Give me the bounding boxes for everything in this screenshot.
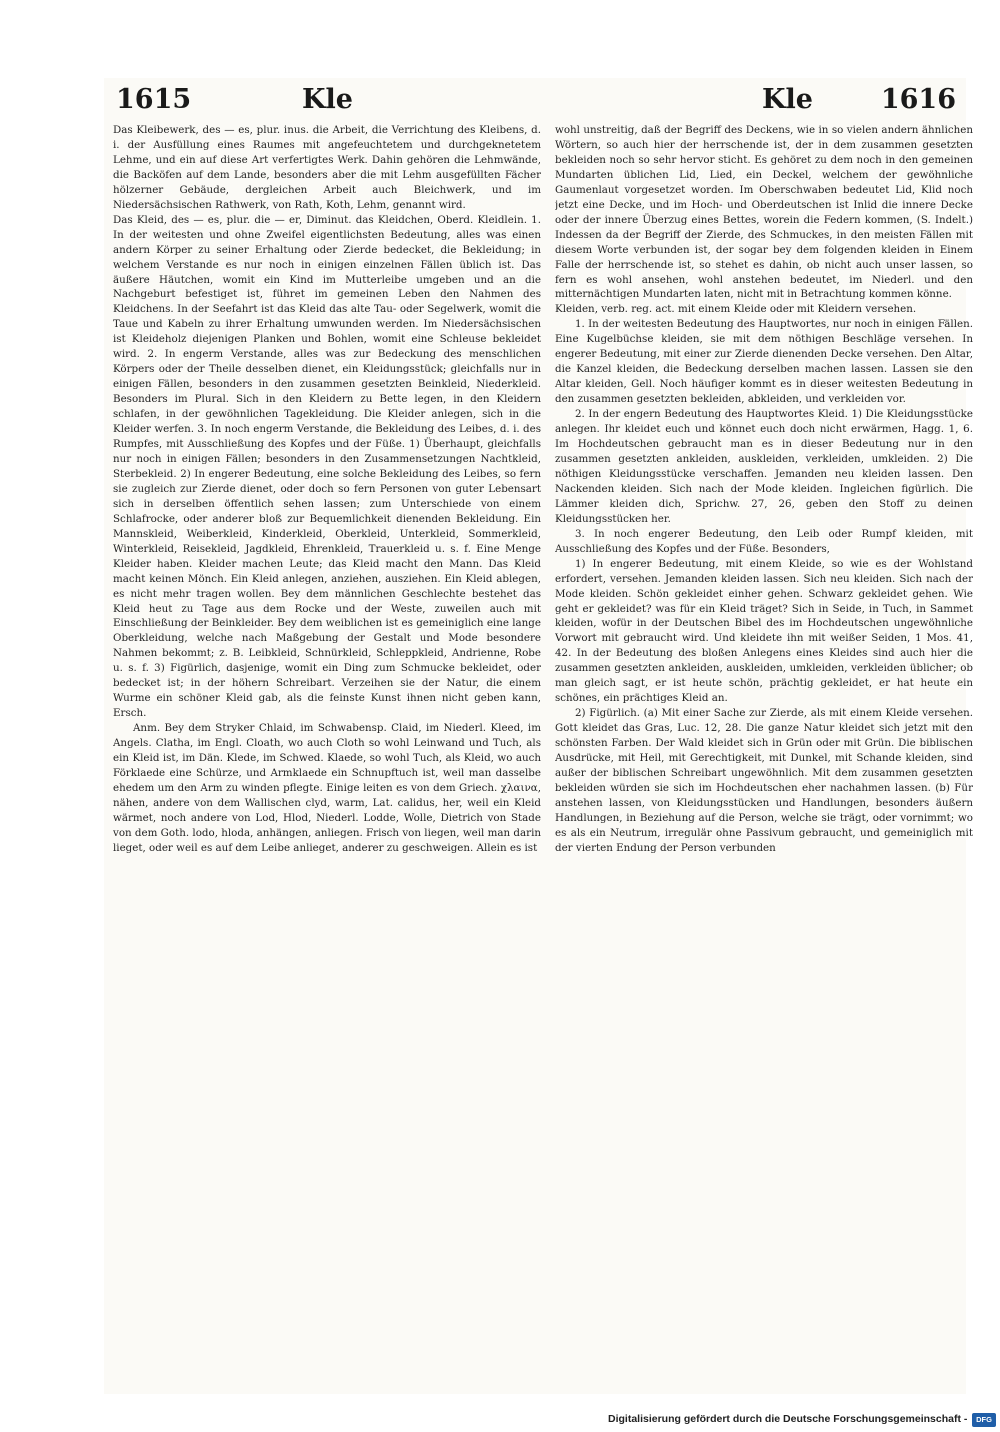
page-header: [112, 80, 962, 124]
left-column: [113, 123, 541, 1315]
kleiden-sense-3-1: 1) In engerer Bedeutung, mit einem Kleide, so wie es der Wohlstand erfordert, versehen. Jemanden kleiden lassen. Sich neu kleiden. Sich nach der Mode kleiden. Schön gekleidet einher gehen. Schwarz gekleidet gehen. Wie geht er gekleidet? was für ein Kleid träget? Sich in Seide, in Tuch, in Sammet kleiden, wofür in der Deutschen Bibel des im Hochdeutschen ungewöhnliche Vorwort mit gebraucht wird. Und kleidete ihn mit weißer Seiden, 1 Mos. 41, 42. In der Bedeutung des bloßen Anlegens eines Kleides sind auch hier die zusammen gesetzten ankleiden, auskleiden, umkleiden, verkleiden üblicher; ob man gleich sagt, er ist heute schön, prächtig gekleidet, er hat heute ein schönes, ein prächtiges Kleid an.: [555, 557, 973, 705]
entry-kleibewerk: Das Kleibewerk, des — es, plur. inus. die Arbeit, die Verrichtung des Kleibens, d. i. der Ausfüllung eines Raumes mit angefeuchtetem und durchgeknetetem Lehme, und ein auf diese Art verfertigtes Werk. Dahin gehören die Lehmwände, die Backöfen auf dem Lande, besonders aber die mit Lehm ausgefüllten Fächer hölzerner Gebäude, dergleichen Arbeit auch Bleichwerk, und im Niedersächsischen Rathwerk, von Rath, Koth, Lehm, genannt wird.: [113, 124, 541, 211]
kleiden-sense-2: 2. In der engern Bedeutung des Hauptwortes Kleid. 1) Die Kleidungsstücke anlegen. Ihr kleidet euch und könnet euch doch nicht erwärmen, Hagg. 1, 6. Im Hochdeutschen gebraucht man es in dieser Bedeutung nur in den zusammen gesetzten ankleiden, auskleiden, verkleiden, umkleiden. 2) Die nöthigen Kleidungsstücke verschaffen. Jemanden neu kleiden lassen. Den Nackenden kleiden. Sich nach der Mode kleiden. Ingleichen figürlich. Die Lämmer kleiden dich, Sprichw. 27, 26, geben den Stoff zu deinen Kleidungsstücken her.: [555, 408, 973, 525]
entry-kleiden: Kleiden, verb. reg. act. mit einem Kleide oder mit Kleidern versehen.: [555, 303, 917, 316]
kleiden-sense-3: 3. In noch engerer Bedeutung, den Leib oder Rumpf kleiden, mit Ausschließung des Kopfes und der Füße. Besonders,: [555, 527, 973, 555]
entry-kleid-continued: wohl unstreitig, daß der Begriff des Deckens, wie in so vielen andern ähnlichen Wörtern, so auch hier der herrschende ist, der in dem zusammen gesetzten bekleiden noch so sehr hervor sticht. Es gehöret zu dem noch in den gemeinen Mundarten üblichen Lid, Lied, ein Deckel, welchem der gewöhnliche Gaumenlaut vorgesetzet worden. Im Oberschwaben bedeutet Lid, Klid noch jetzt eine Decke, und im Hoch- und Oberdeutschen ist Inlid die innere Decke oder der innere Überzug eines Bettes, worein die Federn kommen, (S. Indelt.) Indessen da der Begriff der Zierde, des Schmuckes, in den meisten Fällen mit diesem Worte verbunden ist, der sogar bey dem folgenden kleiden in Einem Falle der herrschende ist, so stehet es dahin, ob nicht auch unser lassen, so fern es wohl ansehen, wohl anstehen bedeutet, im Niederl. und den mitternächtigen Mundarten laten, nicht mit in Betrachtung kommen könne.: [555, 124, 973, 301]
entry-kleid-anmerkung: Anm. Bey dem Stryker Chlaid, im Schwabensp. Claid, im Niederl. Kleed, im Angels. Clatha, im Engl. Cloath, wo auch Cloth so wohl Leinwand und Tuch, als ein Kleid ist, im Dän. Klede, im Schwed. Klaede, so wohl Tuch, als Kleid, wo auch Förklaede eine Schürze, und Armklaede ein Schnupftuch ist, weil man dasselbe ehedem um den Arm zu winden pflegte. Einige leiten es von dem Griech. χλαινα, nähen, andere von dem Wallischen clyd, warm, Lat. calidus, her, weil ein Kleid wärmet, noch andere von Lod, Hlod, Niederl. Lodde, Wolle, Dietrich von Stade von dem Goth. lodo, hloda, anhängen, anliegen. Frisch von liegen, weil man darin lieget, oder weil es auf dem Leibe anlieget, anderer zu geschweigen. Allein es ist: [113, 722, 541, 854]
kleiden-sense-1: 1. In der weitesten Bedeutung des Hauptwortes, nur noch in einigen Fällen. Eine Kugelbüchse kleiden, sie mit dem nöthigen Beschläge versehen. In engerer Bedeutung, mit einer zur Zierde dienenden Decke versehen. Den Altar, die Kanzel kleiden, die Bedeckung derselben machen lassen. Lassen sie den Altar kleiden, Gell. Noch häufiger kommt es in dieser weitesten Bedeutung in den zusammen gesetzten bekleiden, abkleiden, und verkleiden vor.: [555, 318, 973, 406]
dfg-logo[interactable]: DFG: [972, 1413, 996, 1427]
running-head-left: Kle: [302, 84, 353, 115]
entry-kleid: Das Kleid, des — es, plur. die — er, Diminut. das Kleidchen, Oberd. Kleidlein. 1. In der weitesten und ohne Zweifel eigentlichsten Bedeutung, alles was einen andern Körper zu seiner Erhaltung oder Zierde bedecket, die Bekleidung; in welchem Verstande es nur noch in einigen einzelnen Fällen üblich ist. Das äußere Häutchen, womit ein Kind im Mutterleibe umgeben und an die Nachgeburt befestiget ist, führet im gemeinen Leben den Nahmen des Kleidchens. In der Seefahrt ist das Kleid das alte Tau- oder Segelwerk, womit die Taue und Kabeln zu ihrer Erhaltung umwunden werden. Im Niedersächsischen ist Kleideholz diejenigen Planken und Bohlen, womit eine Schleuse bekleidet wird. 2. In engerm Verstande, alles was zur Bedeckung des menschlichen Körpers oder der Theile desselben dienet, ein Kleidungsstück; gleichfalls nur in einigen Fällen, besonders in den zusammen gesetzten Beinkleid, Niederkleid. Besonders im Plural. Sich in den Kleidern zu Bette legen, in den Kleidern schlafen, in der gewöhnlichen Tagekleidung. Die Kleider anlegen, sich in die Kleider werfen. 3. In noch engerm Verstande, die Bekleidung des Leibes, d. i. des Rumpfes, mit Ausschließung des Kopfes und der Füße. 1) Überhaupt, gleichfalls nur noch in einigen Fällen; besonders in den Zusammensetzungen Nachtkleid, Sterbekleid. 2) In engerer Bedeutung, eine solche Bekleidung des Leibes, so fern sie zugleich zur Zierde dienet, oder doch so fern Personen von guter Lebensart sich in derselben öffentlich sehen lassen; zum Unterschiede von einem Schlafrocke, oder anderer bloß zur Bequemlichkeit dienenden Bekleidung. Ein Mannskleid, Weiberkleid, Kinderkleid, Oberkleid, Unterkleid, Sommerkleid, Winterkleid, Reisekleid, Jagdkleid, Ehrenkleid, Trauerkleid u. s. f. Eine Menge Kleider haben. Kleider machen Leute; das Kleid macht den Mann. Das Kleid macht keinen Mönch. Ein Kleid anlegen, anziehen, ausziehen. Ein Kleid ablegen, es nicht mehr tragen wollen. Bey dem männlichen Geschlechte bestehet das Kleid heut zu Tage aus dem Rocke und der Weste, zuweilen auch mit Einschließung der Beinkleider. Bey dem weiblichen ist es gemeiniglich eine lange Oberkleidung, welche nach Maßgebung der Gestalt und Mode besondere Nahmen bekommt; z. B. Leibkleid, Schnürkleid, Schleppkleid, Andrienne, Robe u. s. f. 3) Figürlich, dasjenige, womit ein Ding zum Schmucke bekleidet, oder bedecket ist; in der höhern Schreibart. Verzeihen sie der Natur, die einem Wurme ein schöner Kleid gab, als die feinste Kunst ihnen nicht geben kann, Ersch.: [113, 213, 541, 720]
right-column: [555, 123, 973, 1315]
page-number-left: 1615: [116, 84, 192, 115]
page-number-right: 1616: [880, 84, 956, 115]
running-head-right: Kle: [762, 84, 813, 115]
funding-footer: [608, 1413, 998, 1429]
funding-notice: Digitalisierung gefördert durch die Deutsche Forschungsgemeinschaft -: [608, 1413, 968, 1425]
kleiden-sense-3-2: 2) Figürlich. (a) Mit einer Sache zur Zierde, als mit einem Kleide versehen. Gott kleidet das Gras, Luc. 12, 28. Die ganze Natur kleidet sich jetzt mit den schönsten Farben. Der Wald kleidet sich in Grün oder mit Grün. Die biblischen Ausdrücke, mit Heil, mit Gerechtigkeit, mit Dunkel, mit Schande kleiden, sind außer der biblischen Schreibart ungewöhnlich. Mit dem zusammen gesetzten bekleiden würden sie sich im Hochdeutschen eher nachahmen lassen. (b) Für anstehen lassen, von Kleidungsstücken und Handlungen, besonders äußern Handlungen, in Beziehung auf die Person, welche sie trägt, oder vornimmt; wo es als ein Neutrum, irregulär ohne Passivum gebraucht, und gemeiniglich mit der vierten Endung der Person verbunden: [555, 707, 973, 854]
